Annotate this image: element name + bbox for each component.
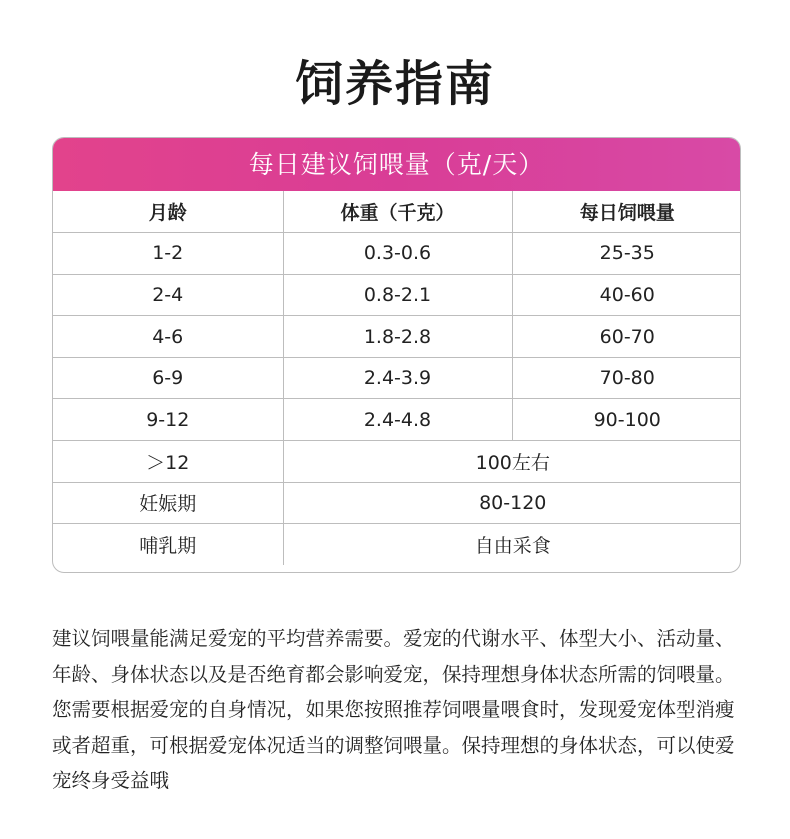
table-row <box>53 357 741 399</box>
cell-stage: 妊娠期 <box>53 482 283 524</box>
cell-amount: 90-100 <box>512 399 741 441</box>
column-header-row <box>53 191 741 233</box>
cell-amount: 70-80 <box>512 357 741 399</box>
table-row <box>53 274 741 316</box>
cell-amount: 25-35 <box>512 233 741 275</box>
table-row-merged <box>53 482 741 524</box>
cell-weight: 1.8-2.8 <box>283 316 512 358</box>
description-text: 建议饲喂量能满足爱宠的平均营养需要。爱宠的代谢水平、体型大小、活动量、年龄、身体状态以及是否绝育都会影响爱宠，保持理想身体状态所需的饲喂量。您需要根据爱宠的自身情况，如果您按照推荐饲喂量喂食时，发现爱宠体型消瘦或者超重，可根据爱宠体况适当的调整饲喂量。保持理想的身体状态，可以使爱宠终身受益哦 <box>52 627 735 792</box>
cell-weight: 2.4-4.8 <box>283 399 512 441</box>
cell-weight: 2.4-3.9 <box>283 357 512 399</box>
cell-age: 4-6 <box>53 316 283 358</box>
table-row <box>53 316 741 358</box>
cell-amount: 40-60 <box>512 274 741 316</box>
table-header: 每日建议饲喂量（克/天） <box>53 138 740 191</box>
cell-age: ＞12 <box>53 441 283 483</box>
cell-amount-merged: 自由采食 <box>474 535 551 558</box>
table-row <box>53 399 741 441</box>
cell-age: 1-2 <box>53 233 283 275</box>
column-header-weight: 体重（千克） <box>283 191 512 233</box>
feeding-grid <box>53 191 741 565</box>
table-row <box>53 233 741 275</box>
cell-weight: 0.8-2.1 <box>283 274 512 316</box>
table-row-merged <box>53 441 741 483</box>
cell-age: 9-12 <box>53 399 283 441</box>
cell-amount: 60-70 <box>512 316 741 358</box>
cell-age: 6-9 <box>53 357 283 399</box>
cell-amount-merged: 100左右 <box>283 441 741 483</box>
cell-amount-merged: 80-120 <box>283 482 741 524</box>
page-title: 饲养指南 <box>294 56 495 112</box>
column-header-age: 月龄 <box>53 191 283 233</box>
cell-weight: 0.3-0.6 <box>283 233 512 275</box>
cell-age: 2-4 <box>53 274 283 316</box>
cell-stage: 哺乳期 <box>53 524 283 566</box>
feeding-table <box>52 137 741 573</box>
table-row-merged <box>53 524 741 566</box>
column-header-amount: 每日饲喂量 <box>512 191 741 233</box>
